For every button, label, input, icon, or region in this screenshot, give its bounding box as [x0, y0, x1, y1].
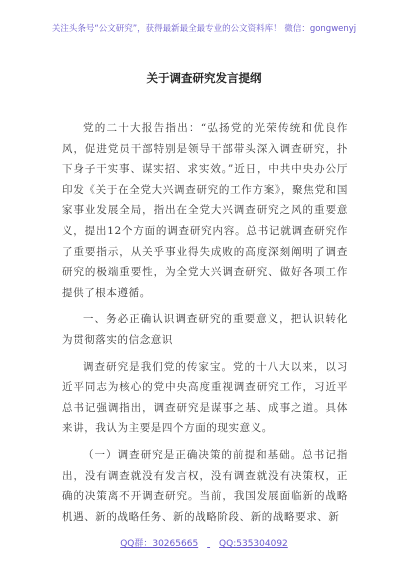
- document-body: [62, 118, 348, 527]
- qq-group-text: QQ群：30265665: [120, 539, 199, 549]
- contact-footer: [0, 536, 408, 549]
- subsection-paragraph: （一）调查研究是正确决策的前提和基础。总书记指出，没有调查就没有发言权，没有调查就没有决策权，正确的决策离不开调查研究。当前，我国发展面临新的战略机遇、新的战略任务、新的战略阶段、新的战略要求、新: [62, 448, 348, 523]
- promo-header: 关注头条号“公文研究”，获得最新最全最专业的公文资料库！ 微信：gongwenyj: [51, 24, 357, 34]
- qq-text: QQ:535304092: [219, 539, 288, 549]
- section-heading: 一、务必正确认识调查研究的重要意义，把认识转化为贯彻落实的信念意识: [62, 313, 348, 346]
- body-paragraph: 调查研究是我们党的传家宝。党的十八大以来，以习近平同志为核心的党中央高度重视调查研究工作，习近平总书记强调指出，调查研究是谋事之基、成事之道。具体来讲，我认为主要是四个方面的现实意义。: [62, 360, 348, 435]
- intro-paragraph: 党的二十大报告指出：“弘扬党的光荣传统和优良作风，促进党员干部特别是领导干部带头深入调查研究，扑下身子干实事、谋实招、求实效。”近日，中共中央办公厅印发《关于在全党大兴调查研究的工作方案》，聚焦党和国家事业发展全局，指出在全党大兴调查研究之风的重要意义，提出12个方面的调查研究内容。总书记就调查研究作了重要指示，从关乎事业得失成败的高度深刻阐明了调查研究的极端重要性，为全党大兴调查研究、做好各项工作提供了根本遵循。: [62, 122, 348, 299]
- document-title: 关于调查研究发言提纲: [146, 71, 262, 85]
